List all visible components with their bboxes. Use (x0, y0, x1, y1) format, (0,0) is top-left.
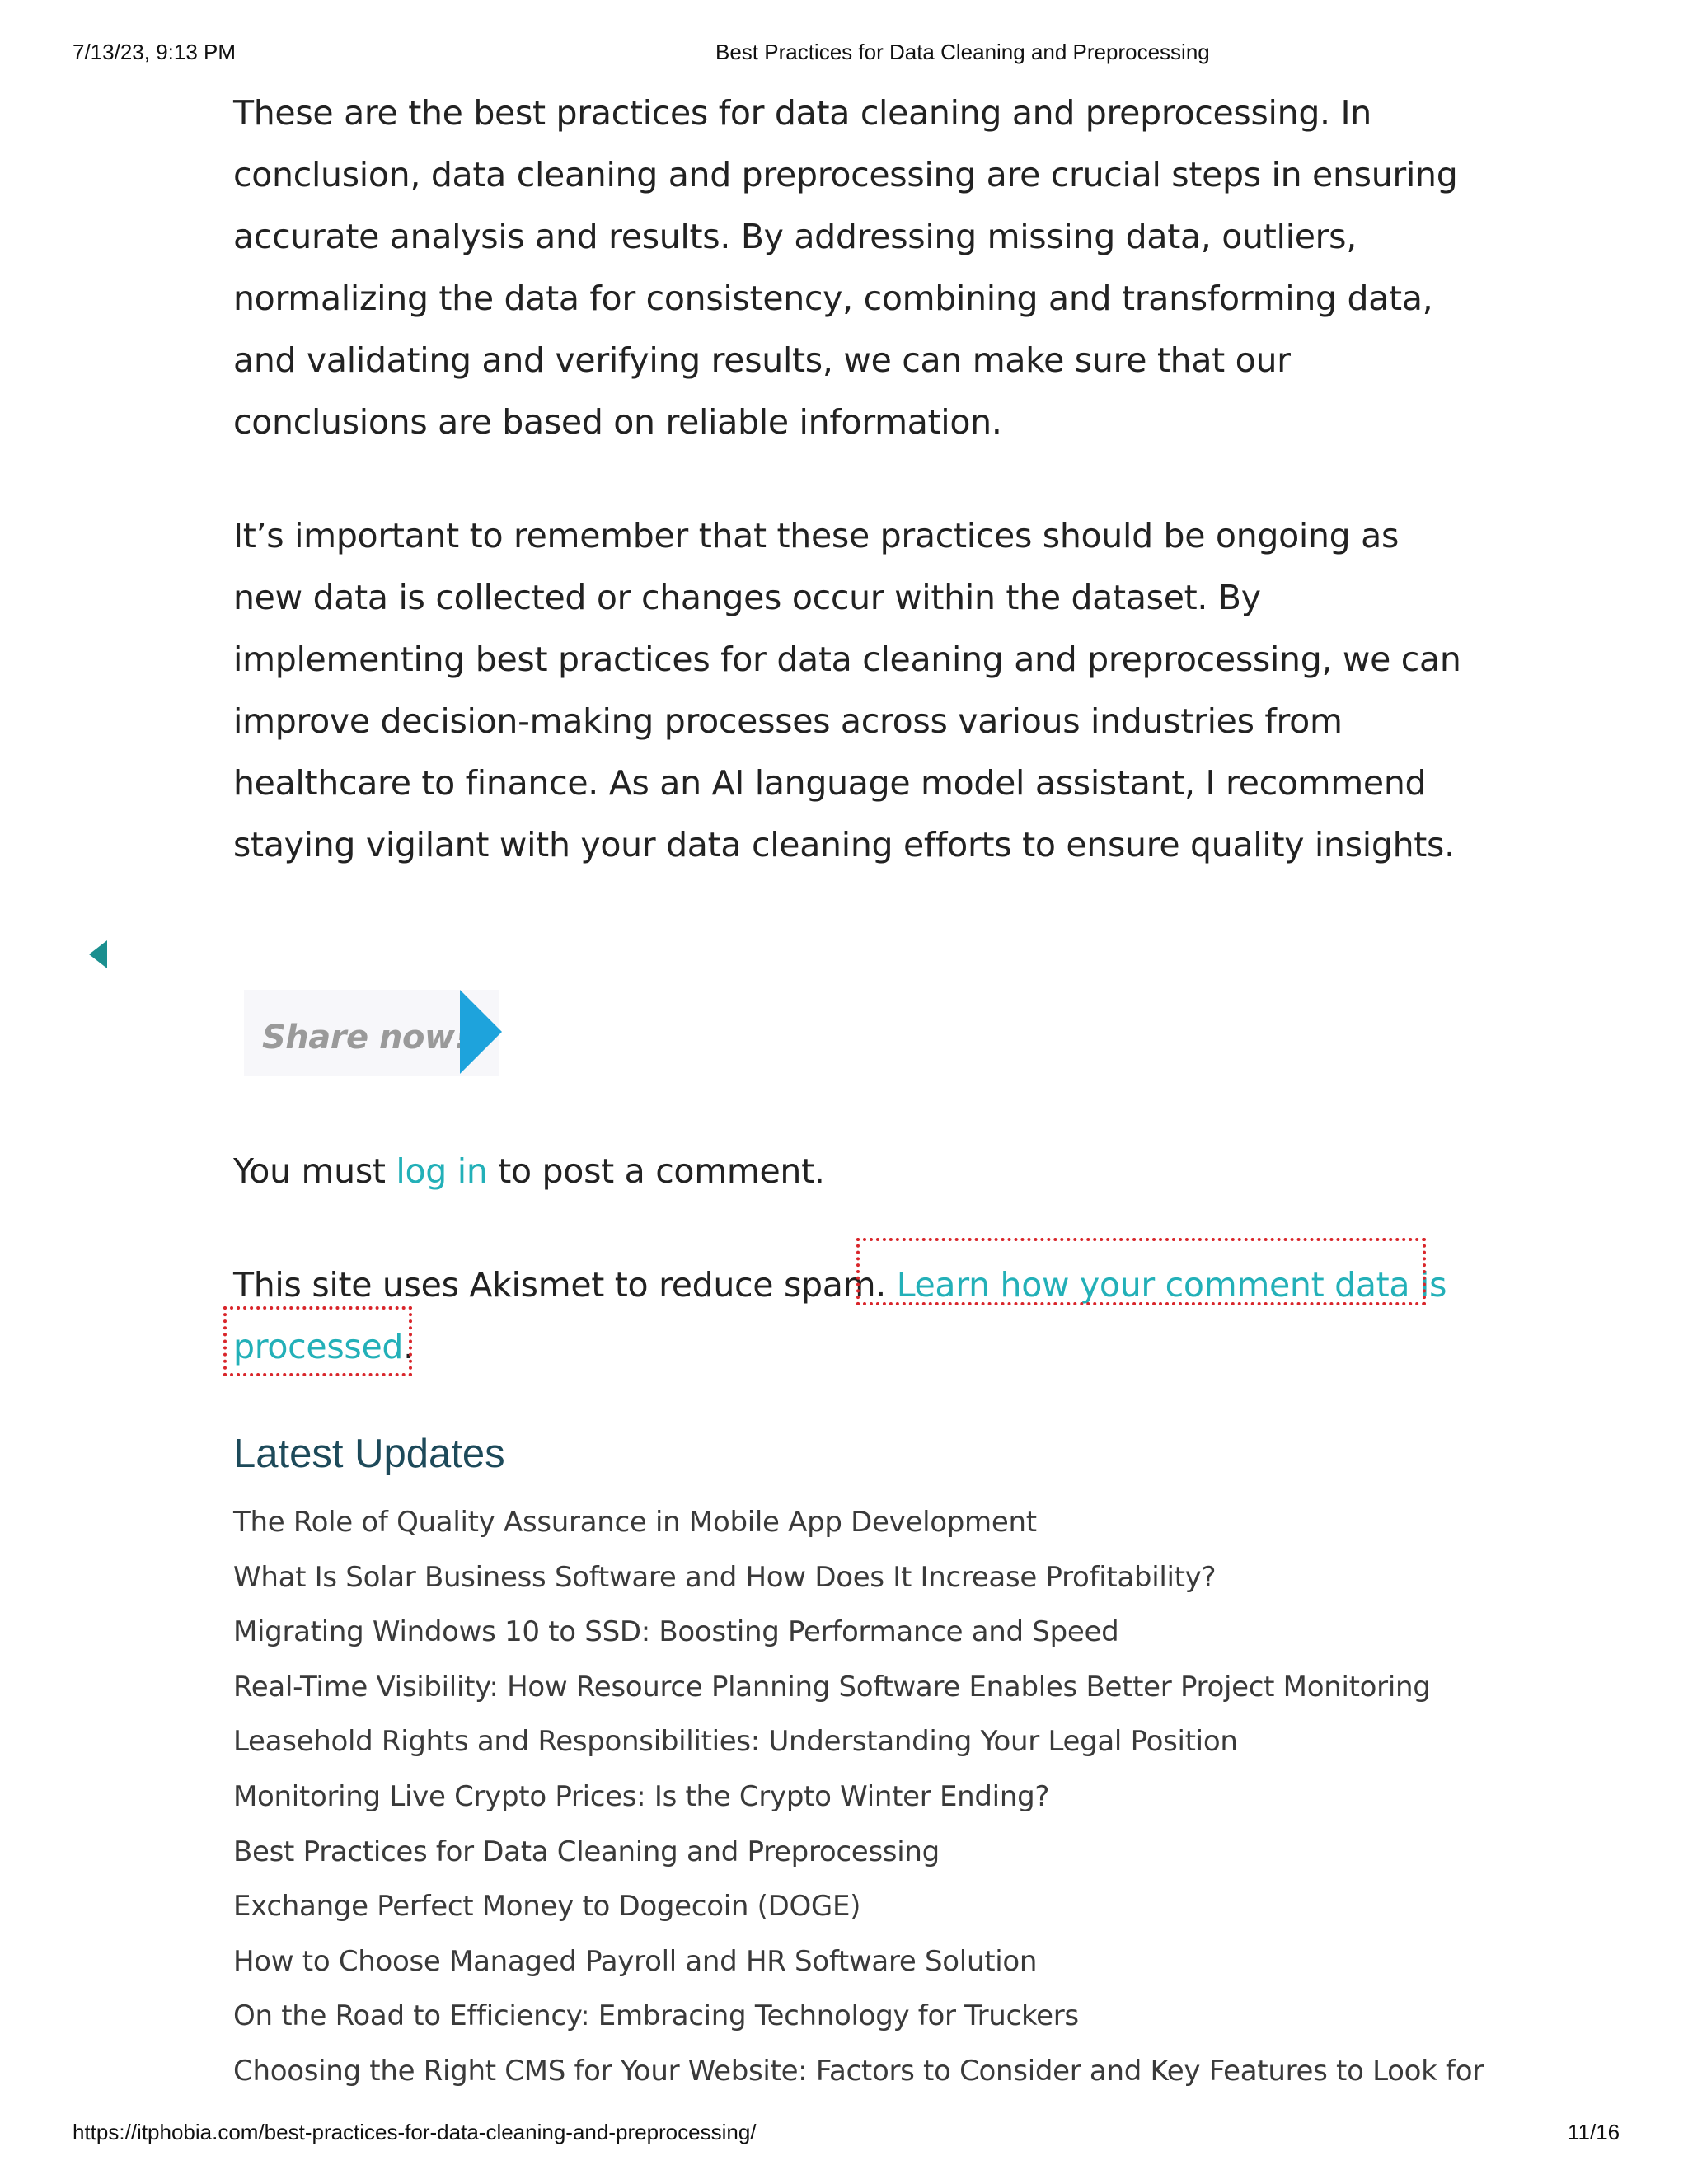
print-url: https://itphobia.com/best-practices-for-data-cleaning-and-preprocessing/ (73, 2120, 757, 2144)
latest-updates-heading: Latest Updates (233, 1432, 505, 1476)
update-link[interactable]: The Role of Quality Assurance in Mobile App Development (233, 1506, 1037, 1539)
update-link[interactable]: On the Road to Efficiency: Embracing Technology for Truckers (233, 1999, 1079, 2033)
akismet-text: This site uses Akismet to reduce spam. (233, 1265, 897, 1305)
update-link[interactable]: Leasehold Rights and Responsibilities: Understanding Your Legal Position (233, 1725, 1238, 1759)
update-link[interactable]: Exchange Perfect Money to Dogecoin (DOGE) (233, 1890, 861, 1924)
article-paragraph: It’s important to remember that these practices should be ongoing as new data is collected or changes occur within the dataset. By implementing best practices for data cleaning and preprocessing, we can improve decision-making processes across various industries from healthcare to finance. As an AI language model assistant, I recommend staying vigilant with your data cleaning efforts to ensure quality insights. (233, 516, 1461, 865)
print-datetime: 7/13/23, 9:13 PM (73, 40, 237, 64)
print-page-number: 11/16 (1568, 2120, 1620, 2144)
caret-right-icon[interactable] (460, 990, 502, 1074)
caret-left-icon[interactable] (89, 940, 107, 968)
print-header (0, 40, 1688, 68)
update-link[interactable]: Choosing the Right CMS for Your Website: Factors to Consider and Key Features to Look for (233, 2054, 1484, 2088)
print-page-title: Best Practices for Data Cleaning and Preprocessing (715, 40, 1210, 64)
login-notice (233, 1141, 825, 1202)
update-link[interactable]: Migrating Windows 10 to SSD: Boosting Performance and Speed (233, 1615, 1119, 1649)
latest-updates-list (233, 1495, 1552, 2099)
update-link[interactable]: What Is Solar Business Software and How Does It Increase Profitability? (233, 1560, 1217, 1594)
update-link[interactable]: Best Practices for Data Cleaning and Preprocessing (233, 1835, 940, 1868)
update-link[interactable]: Monitoring Live Crypto Prices: Is the Crypto Winter Ending? (233, 1779, 1050, 1813)
article-body (233, 82, 1470, 876)
share-label: Share now! (262, 1019, 470, 1057)
update-link[interactable]: Real-Time Visibility: How Resource Planning Software Enables Better Project Monitoring (233, 1670, 1431, 1704)
article-paragraph: These are the best practices for data cleaning and preprocessing. In conclusion, data cleaning and preprocessing are crucial steps in ensuring accurate analysis and results. By addressing missing data, outliers, normalizing the data for consistency, combining and transforming data, and validating and verifying results, we can make sure that our conclusions are based on reliable information. (233, 93, 1458, 442)
comment-data-processing-link[interactable]: Learn how your comment data is processed (233, 1265, 1447, 1366)
akismet-notice (233, 1254, 1470, 1378)
update-link[interactable]: How to Choose Managed Payroll and HR Software Solution (233, 1944, 1038, 1978)
login-link[interactable]: log in (396, 1151, 488, 1191)
print-footer (0, 2120, 1688, 2148)
login-prefix: You must (233, 1151, 396, 1191)
akismet-period: . (403, 1327, 414, 1366)
login-suffix: to post a comment. (487, 1151, 825, 1191)
